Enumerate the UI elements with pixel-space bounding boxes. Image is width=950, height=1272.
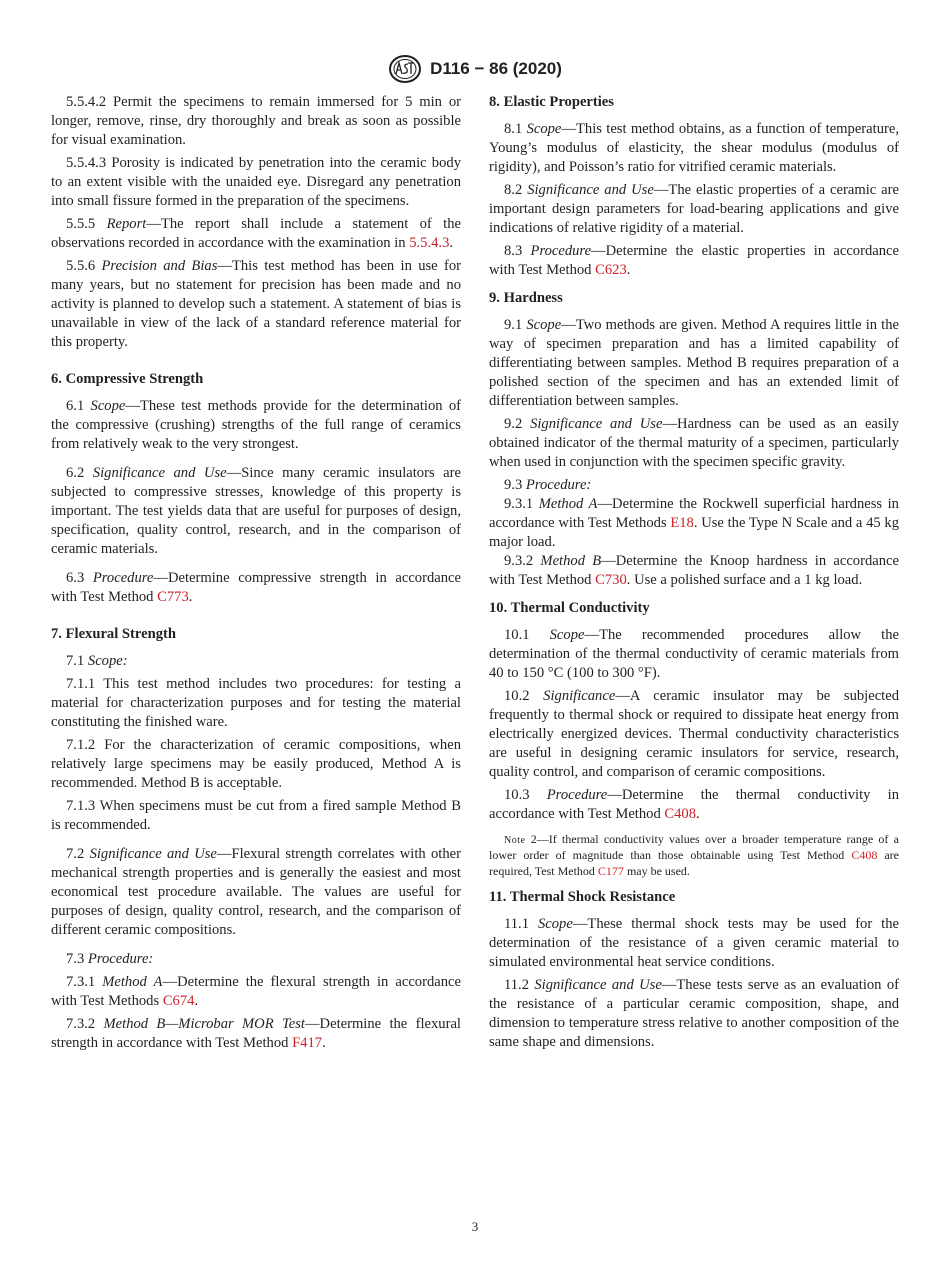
link-5-5-4-3[interactable]: 5.5.4.3 [409, 235, 450, 251]
section-heading-10: 10. Thermal Conductivity [489, 600, 650, 616]
link-note-c177[interactable]: C177 [597, 863, 624, 878]
paragraph-6-2: 6.2 Significance and Use—Since many ceramic insulators are subjected to compressive stresses, knowledge of this property is important. The test yields data that are useful for purposes of design, specification, quality control, research, and in the comparison of ceramic materials. [51, 465, 461, 557]
paragraph-10-2: 10.2 Significance—A ceramic insulator may be subjected frequently to thermal shock or required to dissipate heat energy from electrically energized devices. Thermal conductivity characteristics are useful in designing ceramic insulators for service, research, quality control, and comparison of ceramic compositions. [489, 688, 899, 780]
paragraph-9-1: 9.1 Scope—Two methods are given. Method A requires little in the way of specimen preparation and has a limited capability of differentiating between samples. Method B requires preparation of a polished section of the specimen and has an extended limit of differentiation between samples. [489, 317, 900, 409]
section-heading-8: 8. Elastic Properties [489, 94, 614, 110]
paragraph-7-3: 7.3 Procedure: [66, 951, 154, 967]
link-e18[interactable]: E18 [670, 515, 694, 531]
paragraph-9-3: 9.3 Procedure: [504, 477, 592, 493]
paragraph-9-3-1: 9.3.1 Method A—Determine the Rockwell superficial hardness in accordance with Test Methods E18. Use the Type N Scale and a 45 kg major load. [489, 496, 899, 550]
paragraph-11-1: 11.1 Scope—These thermal shock tests may be used for the determination of the resistance of a given ceramic material to simulated environmental heat service conditions. [489, 916, 900, 971]
link-c623[interactable]: C623 [595, 262, 627, 278]
link-note-c408[interactable]: C408 [851, 848, 878, 863]
paragraph-8-2: 8.2 Significance and Use—The elastic properties of a ceramic are important design parameters for load-bearing applications and give indications of relative rigidity of a material. [489, 182, 899, 236]
paragraph-8-3: 8.3 Procedure—Determine the elastic properties in accordance with Test Method C623. [489, 243, 899, 278]
link-c730[interactable]: C730 [595, 572, 627, 588]
section-heading-6: 6. Compressive Strength [51, 371, 204, 387]
paragraph-7-2: 7.2 Significance and Use—Flexural strength correlates with other mechanical strength properties and is generally the easiest and most economical test procedure available. The values are useful for purposes of design, quality control, research, and the comparison of different ceramic compositions. [51, 846, 461, 938]
paragraph-5-5-4-3: 5.5.4.3 Porosity is indicated by penetration into the ceramic body to an extent visible with the unaided eye. Disregard any penetration into small fissure formed in the preparation of the specimens. [51, 155, 461, 209]
paragraph-9-3-2: 9.3.2 Method B—Determine the Knoop hardness in accordance with Test Method C730. Use a polished surface and a 1 kg load. [489, 553, 899, 588]
paragraph-5-5-4-2: 5.5.4.2 Permit the specimens to remain immersed for 5 min or longer, remove, rinse, dry thoroughly and break as soon as possible for visual examination. [51, 94, 461, 148]
paragraph-5-5-5: 5.5.5 Report—The report shall include a statement of the observations recorded in accordance with the examination in 5.5.4.3. [51, 216, 461, 251]
paragraph-8-1: 8.1 Scope—This test method obtains, as a function of temperature, Young’s modulus of elasticity, the shear modulus (modulus of rigidity), and Poisson’s ratio for vitrified ceramic materials. [489, 121, 899, 175]
document-designation: D116 − 86 (2020) [430, 59, 562, 78]
section-heading-7: 7. Flexural Strength [51, 626, 176, 642]
paragraph-7-1-1: 7.1.1 This test method includes two procedures: for testing a material for characterization purposes and for testing the material constituting the finished ware. [51, 676, 461, 730]
astm-logo-icon [388, 54, 422, 84]
left-column [51, 93, 461, 1053]
paragraph-11-2: 11.2 Significance and Use—These tests serve as an evaluation of the resistance of a particular ceramic composition, shape, and dimension to temperature stress relative to another composition of the same shape and dimensions. [489, 977, 899, 1051]
link-c773[interactable]: C773 [157, 589, 189, 605]
paragraph-6-1: 6.1 Scope—These test methods provide for the determination of the compressive (crushing) strengths of the full range of ceramics from relatively weak to the very strongest. [51, 398, 461, 452]
link-f417[interactable]: F417 [292, 1035, 323, 1051]
section-heading-9: 9. Hardness [489, 290, 563, 306]
paragraph-5-5-6: 5.5.6 Precision and Bias—This test method has been in use for many years, but no statement for precision has been made and no activity is planned to develop such a statement. A statement of bias is unavailable in view of the lack of a standard reference material for this property. [51, 258, 461, 350]
link-c674[interactable]: C674 [162, 993, 195, 1009]
page-number: 3 [471, 1219, 479, 1234]
paragraph-7-3-2: 7.3.2 Method B—Microbar MOR Test—Determine the flexural strength in accordance with Test Method F417. [51, 1016, 461, 1051]
link-c408[interactable]: C408 [664, 806, 697, 822]
right-column [489, 93, 899, 1052]
page-header [0, 54, 950, 84]
paragraph-6-3: 6.3 Procedure—Determine compressive strength in accordance with Test Method C773. [51, 570, 461, 605]
section-heading-11: 11. Thermal Shock Resistance [489, 889, 676, 906]
paragraph-7-1: 7.1 Scope: [66, 653, 128, 669]
paragraph-10-3: 10.3 Procedure—Determine the thermal conductivity in accordance with Test Method C408. [489, 787, 900, 822]
paragraph-10-1: 10.1 Scope—The recommended procedures allow the determination of the thermal conductivity of ceramic materials from 40 to 150 °C (100 to 300 °F). [489, 627, 899, 681]
paragraph-7-1-3: 7.1.3 When specimens must be cut from a fired sample Method B is recommended. [51, 798, 461, 833]
note-2: Note 2—If thermal conductivity values over a broader temperature range of a lower order of magnitude than those obtainable using Test Method C408 are required, Test Method C177 may be used. [489, 832, 900, 878]
paragraph-7-3-1: 7.3.1 Method A—Determine the flexural strength in accordance with Test Methods C674. [51, 974, 461, 1009]
paragraph-7-1-2: 7.1.2 For the characterization of ceramic compositions, when relatively large specimens may be easily produced, Method A is recommended. Method B is acceptable. [51, 737, 461, 791]
paragraph-9-2: 9.2 Significance and Use—Hardness can be used as an easily obtained indicator of the thermal maturity of a specimen, particularly when used in conjunction with the specimen specific gravity. [489, 416, 899, 470]
